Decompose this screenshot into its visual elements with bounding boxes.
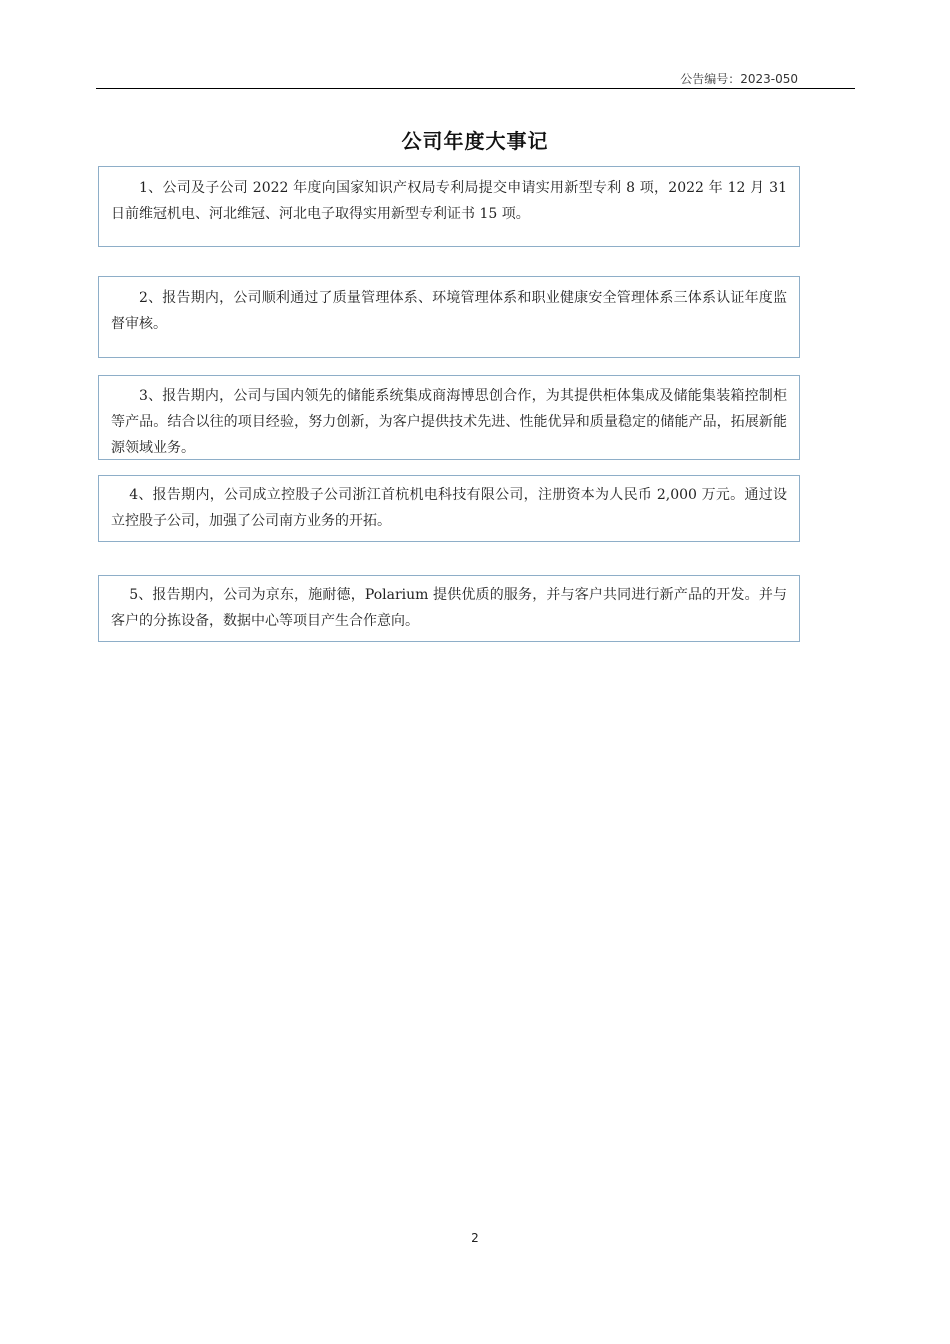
event-text-2: 2、报告期内，公司顺利通过了质量管理体系、环境管理体系和职业健康安全管理体系三体系认证年度监督审核。: [111, 290, 787, 332]
event-text-4: 4、报告期内，公司成立控股子公司浙江首杭机电科技有限公司，注册资本为人民币 2,000 万元。通过设立控股子公司，加强了公司南方业务的开拓。: [111, 487, 787, 529]
event-box-5: [98, 575, 800, 642]
event-box-3: [98, 375, 800, 460]
header-divider: [96, 88, 855, 89]
event-text-3: 3、报告期内，公司与国内领先的储能系统集成商海博思创合作，为其提供柜体集成及储能集装箱控制柜等产品。结合以往的项目经验，努力创新，为客户提供技术先进、性能优异和质量稳定的储能产品，拓展新能源领域业务。: [111, 388, 787, 456]
event-text-5: 5、报告期内，公司为京东，施耐德，Polarium 提供优质的服务，并与客户共同进行新产品的开发。并与客户的分拣设备，数据中心等项目产生合作意向。: [111, 587, 787, 629]
announcement-number: 公告编号：2023-050: [680, 72, 798, 86]
event-box-2: [98, 276, 800, 358]
event-box-1: [98, 166, 800, 247]
page-title: 公司年度大事记: [401, 129, 549, 153]
event-text-1: 1、公司及子公司 2022 年度向国家知识产权局专利局提交申请实用新型专利 8 项，2022 年 12 月 31 日前维冠机电、河北维冠、河北电子取得实用新型专利证书 15 项。: [111, 180, 787, 222]
page-number: 2: [471, 1231, 479, 1245]
event-box-4: [98, 475, 800, 542]
